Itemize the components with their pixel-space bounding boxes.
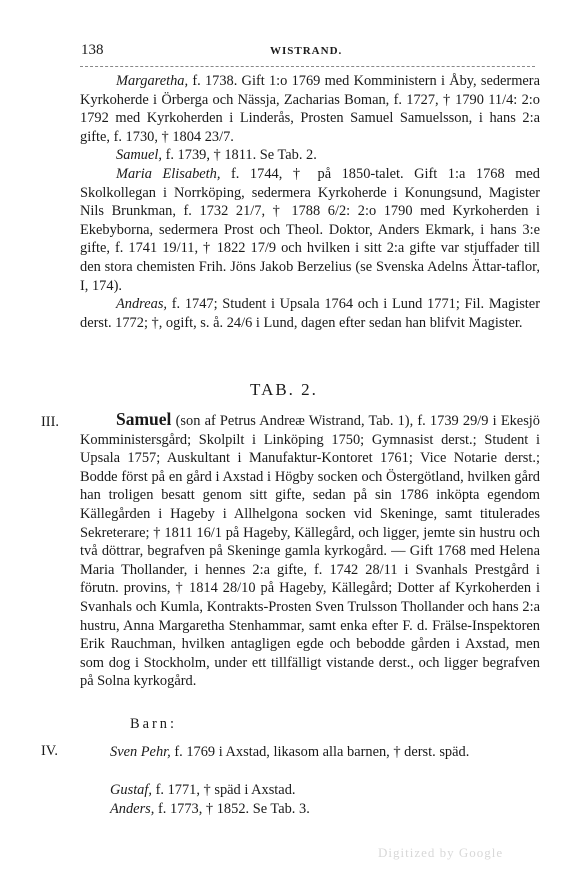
page-header (0, 42, 568, 62)
main-entry-paragraph (80, 410, 540, 691)
child-line (80, 781, 540, 800)
main-entry (80, 410, 540, 691)
child-entry (80, 743, 540, 762)
entry-name: Maria Elisabeth, (116, 165, 221, 182)
entry-text: f. 1738. Gift 1:o 1769 med Komministern i Åby, sedermera Kyrkoherde i Örberga och Nässja, Zacharias Boman, f. 1727, † 1790 11/4: 2:o 1792 med Kyrkoherden i Linderås, Prosten Samuel Samuelsson, i hans 2:a gifte, f. 1730, † 1804 23/7. (80, 73, 540, 145)
child-text: f. 1769 i Axstad, likasom alla barnen, † derst. späd. (170, 744, 470, 760)
main-entry-name: Samuel (116, 409, 172, 429)
generation-numeral: III. (41, 414, 59, 430)
entry-name: Andreas, (116, 296, 168, 313)
entry-name: Samuel, (116, 147, 162, 164)
digitization-watermark: Digitized by Google (378, 845, 504, 860)
child-name: Anders, (110, 801, 155, 817)
entry-maria-elisabeth (80, 165, 540, 295)
page-number: 138 (81, 42, 104, 58)
child-name: Gustaf, (110, 782, 152, 798)
section-title: TAB. 2. (250, 380, 318, 399)
child-numeral: IV. (41, 743, 58, 759)
running-head: WISTRAND. (270, 45, 343, 57)
entry-text: f. 1739, † 1811. Se Tab. 2. (161, 147, 317, 164)
child-entry (80, 781, 540, 800)
child-text: f. 1773, † 1852. Se Tab. 3. (154, 801, 310, 817)
child-line (80, 743, 540, 762)
entry-text: f. 1747; Student i Upsala 1764 och i Lund 1771; Fil. Magister derst. 1772; †, ogift, s. å. 24/6 i Lund, dagen efter sedan han blifvit Magister. (80, 296, 540, 331)
children-heading: Barn: (130, 716, 177, 732)
entry-andreas (80, 295, 540, 332)
header-rule (80, 66, 535, 67)
child-entry (80, 800, 540, 819)
child-line (80, 800, 540, 819)
entry-margaretha (80, 72, 540, 146)
entry-samuel (80, 146, 540, 165)
main-entry-text: (son af Petrus Andreæ Wistrand, Tab. 1), f. 1739 29/9 i Ekesjö Komministersgård; Skolpilt i Linköping 1750; Gymnasist derst.; Student i Upsala 1757; Auskultant i Manufaktur-Kontoret 1761; Vice Notarie derst.; Bodde först på en gård i Axstad i Högby socken och Östergötland, hvilken gård han troligen besatt genom sitt gifte, sedan på sin 1786 inköpta egendom Källegården i Hageby i Allhelgona socken vid Skeninge, samt titulerades Sekreterare; † 1811 16/1 på Hageby, Källegård, och ligger, jemte sin hustru och två döttrar, begrafven på Skeninge gamla kyrkogård. — Gift 1768 med Helena Maria Thollander, i hennes 2:a gifte, f. 1742 28/11 i Svanhals Prestgård i förutn. provins, † 1814 28/10 på Hageby, Källegård; Dotter af Kyrkoherden i Svanhals och Kumla, Kontrakts-Prosten Sven Trulsson Thollander och hans 2:a hustru, Anna Margaretha Stenhammar, samt enka efter F. d. Frälse-Inspektoren Erik Rauchman, hvilken antagligen egde och bebodde gården i Axstad, men som dog i Stockholm, under ett tillfälligt vistande derst., och ligger begrafven på Solna kyrkogård. (80, 413, 540, 690)
child-name: Sven Pehr, (110, 744, 171, 760)
top-entries (80, 72, 540, 332)
entry-text: f. 1744, † på 1850-talet. Gift 1:a 1768 med Skolkollegan i Norrköping, sedermera Kyrkoherde i Konungsund, Magister Nils Brunkman, f. 1732 21/7, † 1788 6/2: 2:o 1790 med Kyrkoherden i Ekebyborna, sedermera Prost och Theol. Doktor, Anders Ekmark, i hans 3:e gifte, f. 1741 19/11, † 1822 17/9 och hvilken i sitt 2:a gifte var stjuffader till den stora chemisten Frih. Jöns Jakob Berzelius (se Svenska Adelns Ättar-taflor, I, 174). (80, 165, 541, 294)
entry-name: Margaretha, (116, 73, 189, 89)
child-text: f. 1771, † späd i Axstad. (151, 782, 296, 798)
